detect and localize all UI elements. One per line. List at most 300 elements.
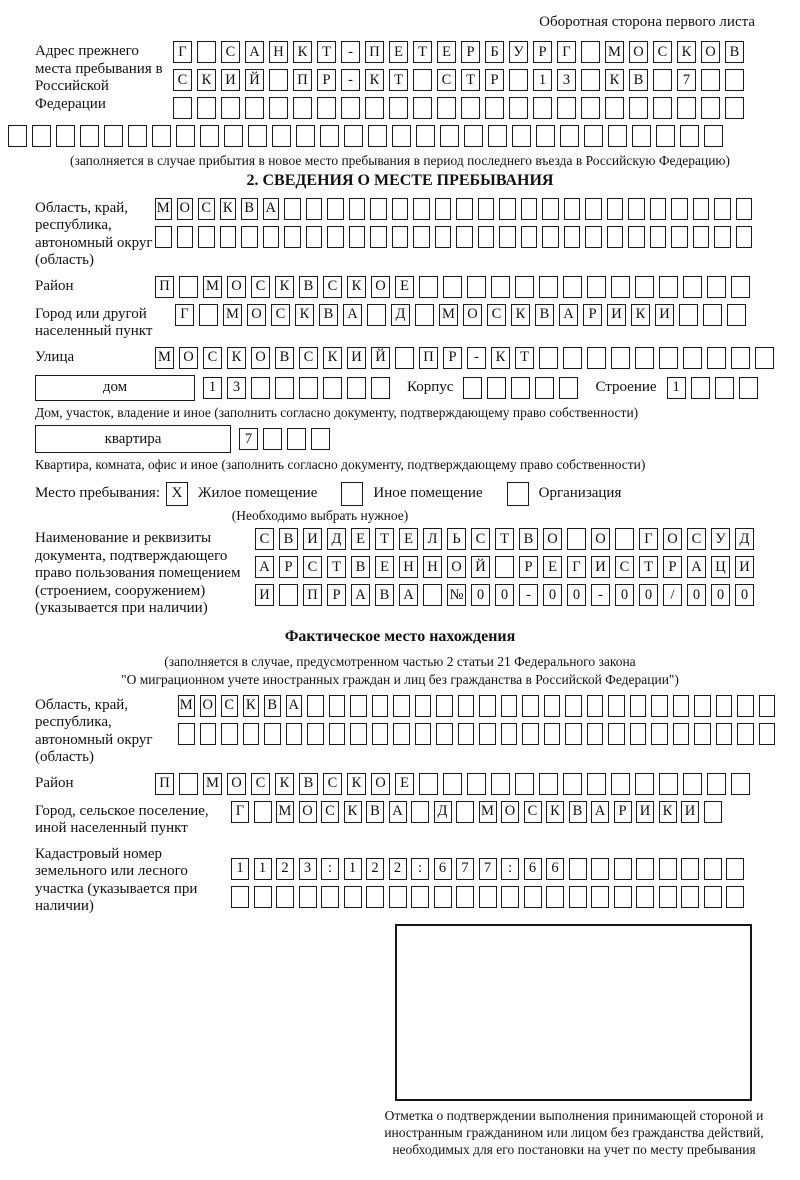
char-box[interactable]: В	[519, 528, 538, 550]
char-box[interactable]	[585, 226, 602, 248]
char-box[interactable]: Ц	[711, 556, 730, 578]
char-box[interactable]: Р	[317, 69, 336, 91]
char-box[interactable]	[495, 556, 514, 578]
char-box[interactable]	[546, 886, 564, 908]
char-box[interactable]	[224, 125, 243, 147]
char-box[interactable]	[683, 773, 702, 795]
char-box[interactable]: О	[299, 801, 317, 823]
char-box[interactable]	[737, 723, 754, 745]
char-box[interactable]: Д	[434, 801, 452, 823]
char-box[interactable]: Н	[423, 556, 442, 578]
char-box[interactable]: К	[220, 198, 237, 220]
char-box[interactable]	[307, 695, 324, 717]
char-box[interactable]: И	[636, 801, 654, 823]
char-box[interactable]: Е	[351, 528, 370, 550]
char-box[interactable]	[557, 97, 576, 119]
char-box[interactable]	[635, 347, 654, 369]
char-box[interactable]: Р	[279, 556, 298, 578]
char-box[interactable]	[279, 584, 298, 606]
char-box[interactable]	[539, 276, 558, 298]
char-box[interactable]: Д	[327, 528, 346, 550]
char-box[interactable]: :	[321, 858, 339, 880]
char-box[interactable]	[659, 886, 677, 908]
char-box[interactable]	[200, 723, 217, 745]
char-box[interactable]: /	[663, 584, 682, 606]
char-box[interactable]	[350, 723, 367, 745]
char-box[interactable]	[263, 226, 280, 248]
char-box[interactable]	[251, 377, 270, 399]
char-box[interactable]: Т	[389, 69, 408, 91]
char-box[interactable]	[704, 801, 722, 823]
char-box[interactable]	[436, 723, 453, 745]
char-box[interactable]	[286, 723, 303, 745]
char-box[interactable]: А	[389, 801, 407, 823]
char-box[interactable]: Т	[515, 347, 534, 369]
char-box[interactable]	[714, 198, 731, 220]
char-box[interactable]	[608, 695, 625, 717]
char-box[interactable]: №	[447, 584, 466, 606]
char-box[interactable]	[56, 125, 75, 147]
char-box[interactable]	[411, 886, 429, 908]
char-box[interactable]: К	[491, 347, 510, 369]
char-box[interactable]: Д	[735, 528, 754, 550]
char-box[interactable]: С	[251, 276, 270, 298]
char-box[interactable]: О	[501, 801, 519, 823]
char-box[interactable]	[587, 773, 606, 795]
char-box[interactable]	[564, 198, 581, 220]
char-box[interactable]: В	[299, 773, 318, 795]
char-box[interactable]: А	[343, 304, 362, 326]
char-box[interactable]	[542, 226, 559, 248]
char-box[interactable]	[178, 723, 195, 745]
char-box[interactable]: М	[155, 347, 174, 369]
char-box[interactable]	[371, 377, 390, 399]
char-box[interactable]	[726, 886, 744, 908]
char-box[interactable]: А	[263, 198, 280, 220]
char-box[interactable]	[152, 125, 171, 147]
char-box[interactable]	[499, 198, 516, 220]
char-box[interactable]	[349, 198, 366, 220]
char-box[interactable]	[587, 695, 604, 717]
char-box[interactable]	[683, 276, 702, 298]
char-box[interactable]	[241, 226, 258, 248]
checkbox-zhiloe[interactable]: X	[166, 482, 188, 506]
char-box[interactable]: Г	[173, 41, 192, 63]
char-box[interactable]	[694, 695, 711, 717]
char-box[interactable]	[632, 125, 651, 147]
char-box[interactable]	[727, 304, 746, 326]
char-box[interactable]: 1	[533, 69, 552, 91]
char-box[interactable]: 6	[546, 858, 564, 880]
char-box[interactable]	[415, 304, 434, 326]
char-box[interactable]: К	[677, 41, 696, 63]
char-box[interactable]	[173, 97, 192, 119]
char-box[interactable]	[419, 276, 438, 298]
char-box[interactable]	[456, 801, 474, 823]
char-box[interactable]: 2	[389, 858, 407, 880]
char-box[interactable]	[704, 886, 722, 908]
char-box[interactable]	[499, 226, 516, 248]
char-box[interactable]	[479, 695, 496, 717]
char-box[interactable]	[611, 276, 630, 298]
char-box[interactable]	[372, 695, 389, 717]
char-box[interactable]: 7	[479, 858, 497, 880]
char-box[interactable]: С	[299, 347, 318, 369]
char-box[interactable]: Е	[543, 556, 562, 578]
checkbox-organizatsiya[interactable]	[507, 482, 529, 506]
char-box[interactable]	[32, 125, 51, 147]
char-box[interactable]	[456, 886, 474, 908]
char-box[interactable]: О	[251, 347, 270, 369]
char-box[interactable]	[591, 886, 609, 908]
char-box[interactable]: 0	[567, 584, 586, 606]
char-box[interactable]: М	[479, 801, 497, 823]
char-box[interactable]: А	[255, 556, 274, 578]
char-box[interactable]	[560, 125, 579, 147]
char-box[interactable]: Д	[391, 304, 410, 326]
char-box[interactable]: М	[276, 801, 294, 823]
char-box[interactable]: И	[681, 801, 699, 823]
char-box[interactable]: И	[655, 304, 674, 326]
char-box[interactable]	[393, 723, 410, 745]
char-box[interactable]	[522, 723, 539, 745]
char-box[interactable]	[659, 276, 678, 298]
char-box[interactable]	[264, 723, 281, 745]
char-box[interactable]	[636, 886, 654, 908]
char-box[interactable]	[704, 858, 722, 880]
char-box[interactable]	[509, 69, 528, 91]
char-box[interactable]	[707, 773, 726, 795]
char-box[interactable]	[479, 886, 497, 908]
char-box[interactable]	[736, 226, 753, 248]
char-box[interactable]	[608, 723, 625, 745]
char-box[interactable]: С	[221, 695, 238, 717]
char-box[interactable]	[635, 276, 654, 298]
char-box[interactable]	[478, 198, 495, 220]
char-box[interactable]	[392, 125, 411, 147]
char-box[interactable]	[585, 198, 602, 220]
char-box[interactable]	[296, 125, 315, 147]
char-box[interactable]	[487, 377, 506, 399]
char-box[interactable]: С	[437, 69, 456, 91]
char-box[interactable]: У	[711, 528, 730, 550]
char-box[interactable]	[581, 41, 600, 63]
char-box[interactable]	[539, 347, 558, 369]
char-box[interactable]	[221, 723, 238, 745]
char-box[interactable]	[611, 347, 630, 369]
char-box[interactable]	[393, 695, 410, 717]
char-box[interactable]: :	[411, 858, 429, 880]
char-box[interactable]	[176, 125, 195, 147]
char-box[interactable]	[544, 695, 561, 717]
char-box[interactable]: 2	[366, 858, 384, 880]
char-box[interactable]	[327, 226, 344, 248]
char-box[interactable]	[536, 125, 555, 147]
char-box[interactable]	[539, 773, 558, 795]
char-box[interactable]	[370, 226, 387, 248]
char-box[interactable]	[287, 428, 306, 450]
char-box[interactable]: Е	[437, 41, 456, 63]
char-box[interactable]	[263, 428, 282, 450]
char-box[interactable]	[197, 97, 216, 119]
char-box[interactable]	[329, 695, 346, 717]
char-box[interactable]: С	[173, 69, 192, 91]
char-box[interactable]	[179, 276, 198, 298]
char-box[interactable]: 0	[639, 584, 658, 606]
char-box[interactable]	[677, 97, 696, 119]
char-box[interactable]	[731, 773, 750, 795]
char-box[interactable]	[437, 97, 456, 119]
char-box[interactable]	[636, 858, 654, 880]
char-box[interactable]: С	[203, 347, 222, 369]
char-box[interactable]	[726, 858, 744, 880]
char-box[interactable]	[587, 723, 604, 745]
char-box[interactable]: С	[687, 528, 706, 550]
checkbox-inoe[interactable]	[341, 482, 363, 506]
char-box[interactable]	[715, 377, 734, 399]
char-box[interactable]	[563, 773, 582, 795]
char-box[interactable]	[615, 528, 634, 550]
char-box[interactable]: Й	[471, 556, 490, 578]
char-box[interactable]: 7	[456, 858, 474, 880]
char-box[interactable]: Р	[583, 304, 602, 326]
char-box[interactable]: П	[303, 584, 322, 606]
char-box[interactable]: С	[321, 801, 339, 823]
char-box[interactable]: О	[663, 528, 682, 550]
char-box[interactable]	[725, 69, 744, 91]
char-box[interactable]	[630, 695, 647, 717]
char-box[interactable]: 0	[495, 584, 514, 606]
char-box[interactable]: О	[371, 276, 390, 298]
char-box[interactable]: -	[519, 584, 538, 606]
char-box[interactable]: 1	[203, 377, 222, 399]
char-box[interactable]: -	[467, 347, 486, 369]
char-box[interactable]	[635, 773, 654, 795]
char-box[interactable]: 0	[615, 584, 634, 606]
char-box[interactable]: К	[511, 304, 530, 326]
char-box[interactable]	[714, 226, 731, 248]
char-box[interactable]	[347, 377, 366, 399]
char-box[interactable]	[254, 886, 272, 908]
char-box[interactable]	[350, 695, 367, 717]
char-box[interactable]: О	[177, 198, 194, 220]
char-box[interactable]	[419, 773, 438, 795]
char-box[interactable]	[311, 428, 330, 450]
char-box[interactable]	[491, 276, 510, 298]
char-box[interactable]	[306, 226, 323, 248]
char-box[interactable]	[243, 723, 260, 745]
char-box[interactable]	[299, 377, 318, 399]
char-box[interactable]	[693, 198, 710, 220]
char-box[interactable]	[509, 97, 528, 119]
char-box[interactable]: И	[255, 584, 274, 606]
char-box[interactable]	[413, 97, 432, 119]
char-box[interactable]: С	[653, 41, 672, 63]
char-box[interactable]	[535, 377, 554, 399]
char-box[interactable]	[656, 125, 675, 147]
char-box[interactable]	[416, 125, 435, 147]
char-box[interactable]	[544, 723, 561, 745]
char-box[interactable]	[372, 723, 389, 745]
char-box[interactable]	[220, 226, 237, 248]
char-box[interactable]: -	[341, 69, 360, 91]
char-box[interactable]	[269, 69, 288, 91]
char-box[interactable]: П	[155, 773, 174, 795]
char-box[interactable]: Н	[399, 556, 418, 578]
char-box[interactable]	[479, 723, 496, 745]
char-box[interactable]: М	[178, 695, 195, 717]
char-box[interactable]: К	[631, 304, 650, 326]
char-box[interactable]: В	[569, 801, 587, 823]
char-box[interactable]: Г	[175, 304, 194, 326]
char-box[interactable]	[630, 723, 647, 745]
char-box[interactable]: 3	[557, 69, 576, 91]
char-box[interactable]: О	[227, 276, 246, 298]
char-box[interactable]	[365, 97, 384, 119]
char-box[interactable]	[435, 198, 452, 220]
char-box[interactable]	[651, 723, 668, 745]
char-box[interactable]	[704, 125, 723, 147]
char-box[interactable]	[659, 773, 678, 795]
char-box[interactable]: И	[347, 347, 366, 369]
char-box[interactable]	[755, 347, 774, 369]
char-box[interactable]	[221, 97, 240, 119]
char-box[interactable]	[614, 886, 632, 908]
char-box[interactable]: 0	[471, 584, 490, 606]
char-box[interactable]	[389, 97, 408, 119]
char-box[interactable]	[659, 858, 677, 880]
char-box[interactable]	[679, 304, 698, 326]
char-box[interactable]	[693, 226, 710, 248]
char-box[interactable]	[463, 377, 482, 399]
char-box[interactable]: М	[223, 304, 242, 326]
char-box[interactable]: 3	[227, 377, 246, 399]
char-box[interactable]	[155, 226, 172, 248]
char-box[interactable]	[467, 773, 486, 795]
char-box[interactable]: К	[323, 347, 342, 369]
char-box[interactable]	[581, 97, 600, 119]
char-box[interactable]: 1	[667, 377, 686, 399]
char-box[interactable]: С	[221, 41, 240, 63]
char-box[interactable]	[739, 377, 758, 399]
char-box[interactable]	[456, 198, 473, 220]
char-box[interactable]	[443, 773, 462, 795]
char-box[interactable]: Н	[269, 41, 288, 63]
char-box[interactable]: С	[487, 304, 506, 326]
char-box[interactable]: К	[347, 773, 366, 795]
char-box[interactable]	[567, 528, 586, 550]
char-box[interactable]	[564, 226, 581, 248]
char-box[interactable]	[344, 886, 362, 908]
char-box[interactable]	[413, 69, 432, 91]
char-box[interactable]: Т	[327, 556, 346, 578]
char-box[interactable]	[587, 347, 606, 369]
char-box[interactable]: Р	[663, 556, 682, 578]
char-box[interactable]: 7	[239, 428, 258, 450]
char-box[interactable]	[681, 858, 699, 880]
char-box[interactable]	[8, 125, 27, 147]
char-box[interactable]	[293, 97, 312, 119]
char-box[interactable]	[512, 125, 531, 147]
char-box[interactable]: С	[251, 773, 270, 795]
char-box[interactable]: К	[605, 69, 624, 91]
char-box[interactable]: В	[279, 528, 298, 550]
char-box[interactable]	[608, 125, 627, 147]
char-box[interactable]	[650, 226, 667, 248]
char-box[interactable]	[464, 125, 483, 147]
char-box[interactable]	[511, 377, 530, 399]
char-box[interactable]	[691, 377, 710, 399]
char-box[interactable]	[299, 886, 317, 908]
char-box[interactable]: К	[344, 801, 362, 823]
char-box[interactable]	[565, 723, 582, 745]
char-box[interactable]: И	[303, 528, 322, 550]
char-box[interactable]: 0	[543, 584, 562, 606]
char-box[interactable]: О	[179, 347, 198, 369]
char-box[interactable]	[628, 198, 645, 220]
char-box[interactable]	[725, 97, 744, 119]
char-box[interactable]	[392, 198, 409, 220]
char-box[interactable]: А	[351, 584, 370, 606]
char-box[interactable]	[501, 695, 518, 717]
char-box[interactable]: С	[615, 556, 634, 578]
char-box[interactable]	[370, 198, 387, 220]
char-box[interactable]	[707, 347, 726, 369]
char-box[interactable]	[128, 125, 147, 147]
char-box[interactable]: О	[629, 41, 648, 63]
char-box[interactable]: В	[241, 198, 258, 220]
char-box[interactable]: Б	[485, 41, 504, 63]
char-box[interactable]: М	[203, 773, 222, 795]
char-box[interactable]	[485, 97, 504, 119]
char-box[interactable]: И	[607, 304, 626, 326]
char-box[interactable]	[276, 886, 294, 908]
char-box[interactable]: Е	[375, 556, 394, 578]
char-box[interactable]	[275, 377, 294, 399]
char-box[interactable]	[681, 886, 699, 908]
char-box[interactable]	[653, 69, 672, 91]
char-box[interactable]	[521, 226, 538, 248]
char-box[interactable]: 6	[524, 858, 542, 880]
char-box[interactable]	[759, 723, 776, 745]
char-box[interactable]	[607, 198, 624, 220]
char-box[interactable]	[366, 886, 384, 908]
char-box[interactable]	[461, 97, 480, 119]
char-box[interactable]: А	[286, 695, 303, 717]
char-box[interactable]: О	[247, 304, 266, 326]
char-box[interactable]: С	[323, 276, 342, 298]
char-box[interactable]: С	[255, 528, 274, 550]
char-box[interactable]	[327, 198, 344, 220]
char-box[interactable]	[467, 276, 486, 298]
char-box[interactable]: М	[605, 41, 624, 63]
char-box[interactable]: А	[559, 304, 578, 326]
char-box[interactable]: В	[319, 304, 338, 326]
char-box[interactable]: В	[366, 801, 384, 823]
char-box[interactable]	[392, 226, 409, 248]
char-box[interactable]: П	[155, 276, 174, 298]
char-box[interactable]: К	[347, 276, 366, 298]
char-box[interactable]	[759, 695, 776, 717]
char-box[interactable]	[522, 695, 539, 717]
char-box[interactable]	[344, 125, 363, 147]
char-box[interactable]: Т	[317, 41, 336, 63]
char-box[interactable]: О	[701, 41, 720, 63]
char-box[interactable]	[434, 886, 452, 908]
char-box[interactable]: К	[275, 773, 294, 795]
char-box[interactable]: С	[471, 528, 490, 550]
char-box[interactable]	[614, 858, 632, 880]
